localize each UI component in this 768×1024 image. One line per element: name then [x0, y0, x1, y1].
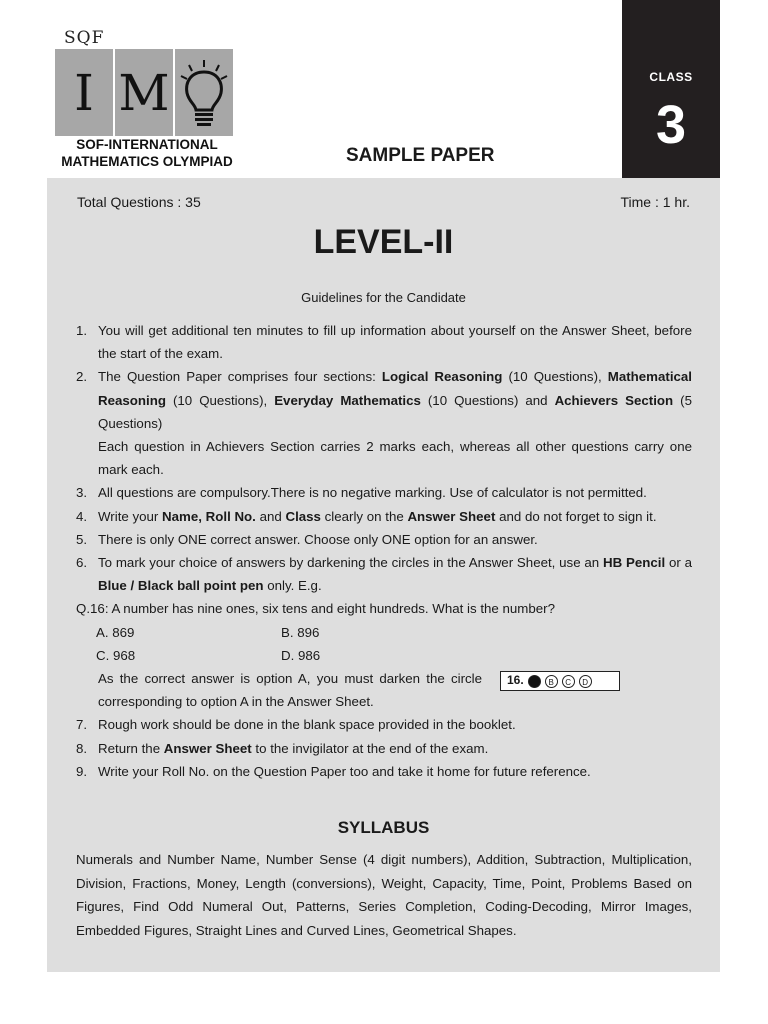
item-number: 7. — [76, 717, 88, 733]
rule-text: and do not forget to sign it. — [495, 508, 657, 524]
class-number: 3 — [655, 95, 687, 155]
bold-answer-sheet: Answer Sheet — [163, 740, 252, 756]
list-item — [76, 528, 692, 551]
bubble-a-filled — [528, 675, 541, 688]
bubble-c: C — [562, 675, 575, 688]
rule-text: (10 Questions), — [165, 392, 275, 408]
rule-text: To mark your choice of answers by darkening the circles in the Answer Sheet, use an — [98, 555, 603, 571]
total-questions: Total Questions : 35 — [77, 194, 201, 210]
list-item — [76, 737, 692, 760]
explanation-text: As the correct answer is option A, you must darken the circle corresponding to option A in the Answer Sheet. — [98, 671, 482, 710]
content-panel — [47, 178, 720, 972]
bold-ball-pen: Blue / Black ball point pen — [98, 578, 264, 594]
list-item — [76, 760, 692, 783]
org-name-line1: SOF-INTERNATIONAL — [76, 137, 218, 152]
bubble-question-number: 16. — [507, 673, 524, 688]
rule-text: only. E.g. — [263, 578, 322, 594]
lightbulb-icon — [179, 58, 229, 128]
sample-question-text: Q.16: A number has nine ones, six tens and eight hundreds. What is the number? — [76, 601, 555, 617]
option-d: D. 986 — [281, 647, 321, 663]
list-item — [76, 713, 692, 736]
logo-tile-i: I — [55, 49, 113, 136]
item-number: 5. — [76, 531, 88, 547]
sof-logo-text: SQF — [64, 28, 105, 48]
option-b: B. 896 — [281, 624, 320, 640]
bold-answer-sheet: Answer Sheet — [407, 508, 496, 524]
rule-text: Return the — [98, 740, 164, 756]
org-name — [47, 136, 247, 170]
rule-text: The Question Paper comprises four sections: — [98, 369, 382, 385]
imo-logo — [47, 28, 247, 173]
item-number: 2. — [76, 369, 88, 385]
logo-tiles — [55, 49, 233, 136]
bold-hb-pencil: HB Pencil — [603, 555, 666, 571]
rule-text: There is only ONE correct answer. Choose only ONE option for an answer. — [98, 531, 538, 547]
list-item — [76, 551, 692, 597]
bold-class: Class — [285, 508, 321, 524]
rule-text: or a — [665, 555, 693, 571]
rule-text: (10 Questions), — [502, 369, 608, 385]
item-number: 4. — [76, 508, 88, 524]
level-heading: LEVEL-II — [313, 223, 454, 261]
rule-text: and — [255, 508, 286, 524]
item-number: 9. — [76, 763, 88, 779]
rule-text: Write your — [98, 508, 163, 524]
exam-time: Time : 1 hr. — [620, 194, 690, 210]
bubble-d: D — [579, 675, 592, 688]
item-number: 3. — [76, 485, 88, 501]
sample-explanation — [76, 667, 692, 713]
syllabus-text: Numerals and Number Name, Number Sense (4 digit numbers), Addition, Subtraction, Multiplication, Division, Fractions, Money, Length (conversions), Weight, Capacity, Time, Point, Problems Based on Figures, Find Odd Numeral Out, Patterns, Series Completion, Coding-Decoding, Mirror Images, Embedded Figures, Straight Lines and Curved Lines, Geometrical Shapes. — [76, 852, 692, 938]
sample-paper-title: SAMPLE PAPER — [346, 145, 495, 166]
list-item — [76, 505, 692, 528]
sample-question — [76, 597, 692, 713]
guidelines-title: Guidelines for the Candidate — [301, 290, 466, 305]
item-number: 1. — [76, 323, 88, 338]
rule-text: clearly on the — [320, 508, 408, 524]
rule-text: to the invigilator at the end of the exam. — [251, 740, 489, 756]
item-number: 6. — [76, 555, 88, 571]
section-mathematical: Mathematical Reasoning — [98, 369, 692, 408]
logo-tile-bulb — [175, 49, 233, 136]
bubble-b: B — [545, 675, 558, 688]
option-a: A. 869 — [96, 624, 135, 640]
rule-text: Write your Roll No. on the Question Paper too and take it home for future reference. — [98, 763, 591, 779]
sample-answer-bubbles — [500, 671, 620, 691]
bold-name-roll: Name, Roll No. — [162, 508, 256, 524]
list-item — [76, 365, 692, 481]
rule-text: (5 Questions) — [98, 392, 692, 431]
marks-note: Each question in Achievers Section carries 2 marks each, whereas all other questions carry one mark each. — [98, 439, 692, 478]
rule-text: You will get additional ten minutes to fill up information about yourself on the Answer Sheet, before the start of the exam. — [98, 323, 692, 362]
rule-text: Rough work should be done in the blank space provided in the booklet. — [98, 717, 516, 733]
section-logical: Logical Reasoning — [381, 369, 503, 385]
org-name-line2: MATHEMATICS OLYMPIAD — [61, 154, 233, 169]
rule-text: All questions are compulsory.There is no negative marking. Use of calculator is not permitted. — [98, 485, 647, 501]
list-item — [76, 319, 692, 365]
logo-tile-m: M — [115, 49, 173, 136]
guidelines-list — [76, 319, 692, 783]
item-number: 8. — [76, 740, 88, 756]
section-everyday: Everyday Mathematics — [274, 392, 421, 408]
class-badge — [622, 0, 720, 178]
option-c: C. 968 — [96, 647, 136, 663]
list-item — [76, 481, 692, 504]
sample-options — [76, 621, 692, 667]
class-label: CLASS — [649, 70, 693, 84]
syllabus-heading: SYLLABUS — [337, 818, 430, 837]
rule-text: (10 Questions) and — [420, 392, 555, 408]
section-achievers: Achievers Section — [554, 392, 674, 408]
